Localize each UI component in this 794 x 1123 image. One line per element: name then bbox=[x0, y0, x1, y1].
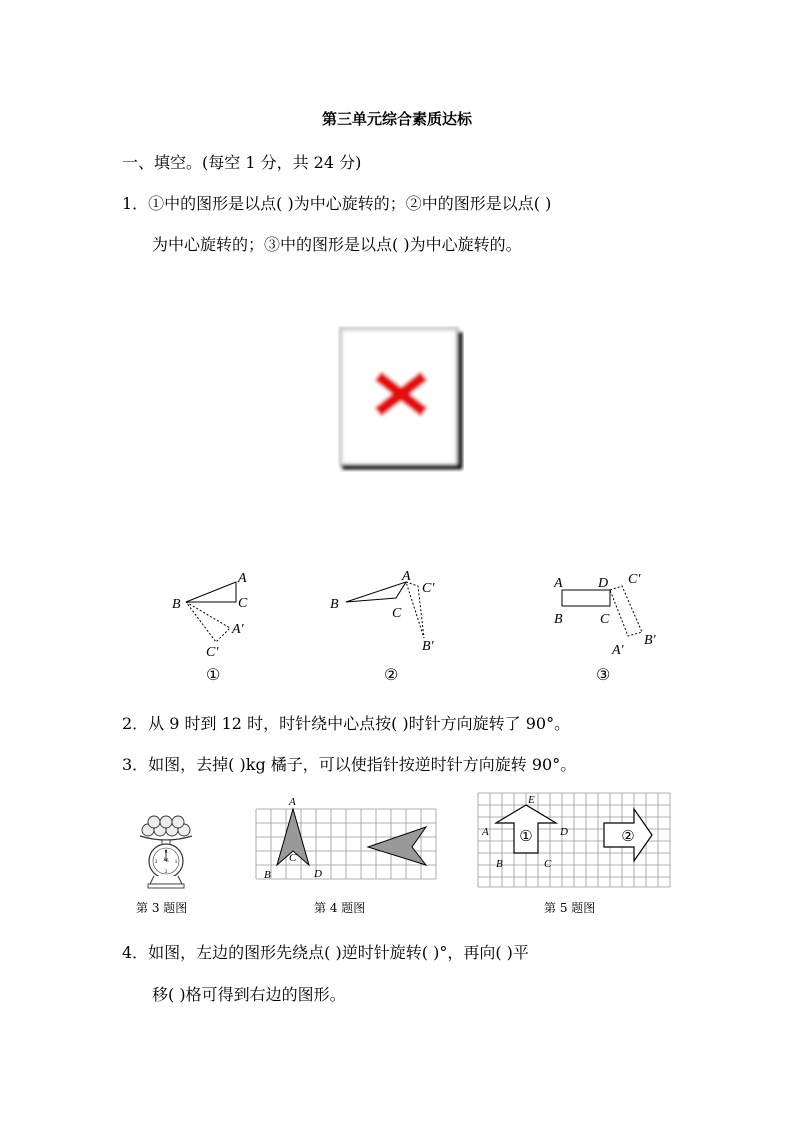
label-B: B bbox=[172, 597, 181, 612]
shape-2-number: ② bbox=[621, 829, 635, 845]
close-icon bbox=[338, 326, 464, 472]
question-1-line-2: 为中心旋转的；③中的图形是以点( )为中心旋转的。 bbox=[152, 235, 522, 254]
rectangle-rotated bbox=[610, 586, 642, 636]
label-D: D bbox=[314, 868, 322, 880]
question-2: 2．从 9 时到 12 时，时针绕中心点按( )时针方向旋转了 90°。 bbox=[122, 714, 571, 733]
label-C: C bbox=[544, 858, 552, 870]
label-C: C bbox=[238, 596, 248, 611]
caption-5: 第 5 题图 bbox=[544, 901, 596, 915]
figure-3 bbox=[548, 560, 678, 690]
caption-4: 第 4 题图 bbox=[314, 901, 366, 915]
label-A: A bbox=[289, 796, 296, 808]
question-4-line-1: 4．如图，左边的图形先绕点( )逆时针旋转( )°，再向( )平 bbox=[122, 943, 529, 962]
label-A: A bbox=[402, 569, 411, 584]
question-3: 3．如图，去掉( )kg 橘子，可以使指针按逆时针方向旋转 90°。 bbox=[122, 755, 577, 774]
label-C: C bbox=[392, 606, 402, 621]
arrowhead-right bbox=[368, 827, 426, 865]
figure-2 bbox=[320, 560, 450, 690]
caption-3: 第 3 题图 bbox=[136, 901, 188, 915]
label-A-prime: A′ bbox=[612, 643, 624, 658]
section-heading: 一、填空。(每空 1 分，共 24 分) bbox=[122, 153, 362, 172]
label-C-prime: C′ bbox=[206, 645, 219, 660]
label-C: C bbox=[289, 852, 297, 864]
figure-number: ① bbox=[206, 667, 221, 684]
figure-number: ③ bbox=[596, 667, 611, 684]
figure-number: ② bbox=[384, 667, 399, 684]
grid-figure-5 bbox=[476, 791, 672, 889]
label-B: B bbox=[264, 869, 271, 881]
label-C-prime: C′ bbox=[628, 572, 641, 587]
label-B-prime: B′ bbox=[644, 633, 656, 648]
label-B: B bbox=[496, 858, 503, 870]
triangle-original bbox=[186, 582, 236, 602]
grid-figure-4 bbox=[252, 795, 444, 885]
label-A: A bbox=[482, 826, 489, 838]
figure-1 bbox=[160, 560, 270, 690]
label-C-prime: C′ bbox=[422, 581, 435, 596]
scale-unit: kg bbox=[163, 858, 169, 863]
question-1-line-1: 1．①中的图形是以点( )为中心旋转的；②中的图形是以点( ) bbox=[122, 194, 552, 213]
dial-2: 2 bbox=[164, 870, 168, 875]
label-A: A bbox=[554, 576, 563, 591]
rectangle-original bbox=[562, 590, 610, 606]
page-title: 第三单元综合素质达标 bbox=[321, 110, 472, 128]
shape-1-number: ① bbox=[519, 829, 533, 845]
label-B: B bbox=[330, 597, 339, 612]
dial-1: 1 bbox=[174, 860, 178, 865]
dial-0: 0 bbox=[164, 850, 168, 855]
triangle-original bbox=[346, 582, 406, 602]
dial-3: 3 bbox=[154, 860, 158, 865]
question-4-line-2: 移( )格可得到右边的图形。 bbox=[152, 985, 346, 1004]
scale-figure bbox=[132, 812, 202, 890]
label-A-prime: A′ bbox=[232, 622, 244, 637]
label-A: A bbox=[238, 571, 247, 586]
broken-image-placeholder bbox=[338, 326, 464, 472]
label-B: B bbox=[554, 612, 563, 627]
label-D: D bbox=[560, 826, 568, 838]
label-C: C bbox=[600, 612, 610, 627]
label-E: E bbox=[528, 794, 535, 806]
label-B-prime: B′ bbox=[422, 639, 434, 654]
triangle-rotated bbox=[186, 602, 230, 642]
label-D: D bbox=[598, 576, 609, 591]
